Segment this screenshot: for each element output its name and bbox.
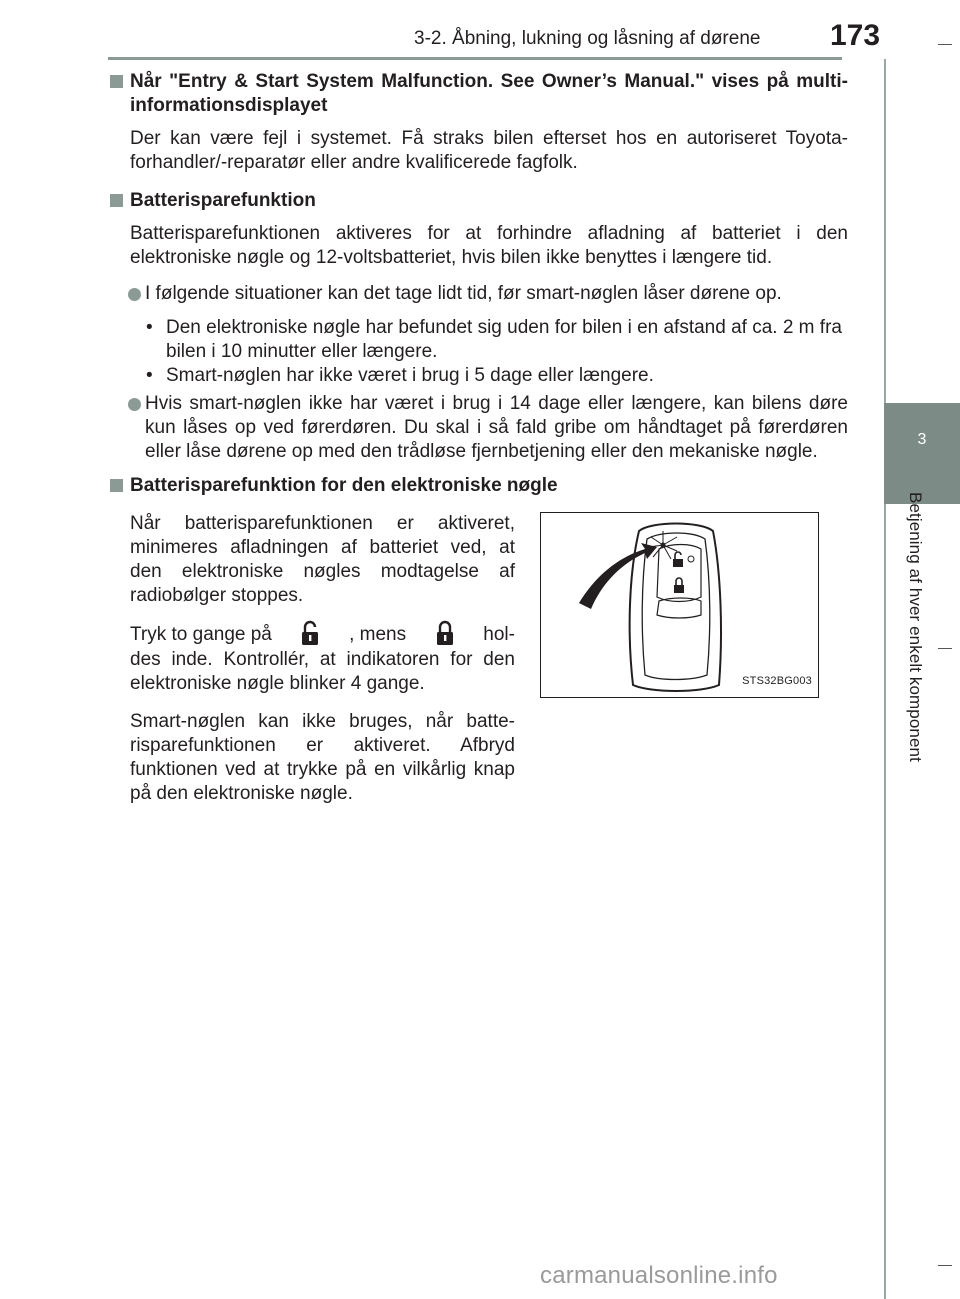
arrow-icon bbox=[579, 543, 657, 609]
circle-bullet-icon bbox=[128, 288, 141, 301]
paragraph-key-battery-3: Smart-nøglen kan ikke bruges, når batte-risparefunktionen er aktiveret. Afbryd funktionen ved at trykke på en vilkårlig knap på den elektroniske nøgle. bbox=[130, 711, 515, 804]
dot-bullet: • bbox=[146, 317, 153, 338]
key-unlock-button bbox=[673, 552, 683, 567]
header-rule bbox=[108, 57, 842, 60]
sub-list-item: • Smart-nøglen har ikke været i brug i 5 dage eller længere. bbox=[146, 365, 654, 386]
list-item: I følgende situationer kan det tage lidt tid, før smart-nøglen låser dørene op. bbox=[108, 282, 848, 306]
key-lock-button bbox=[674, 578, 684, 593]
heading-malfunction: Når "Entry & Start System Malfunction. See Owner’s Manual." vises på multi-informationsdisplayet bbox=[108, 70, 848, 118]
watermark: carmanualsonline.info bbox=[540, 1262, 778, 1289]
circle-bullet-icon bbox=[128, 398, 141, 411]
crop-mark bbox=[938, 648, 952, 649]
heading-key-battery: Batterisparefunktion for den elektroniske nøgle bbox=[108, 474, 848, 498]
dot-bullet: • bbox=[146, 365, 153, 386]
paragraph-malfunction: Der kan være fejl i systemet. Få straks bilen efterset hos en autoriseret Toyota-forhandler/-reparatør eller andre kvalificerede fagfolk. bbox=[130, 128, 848, 173]
key-battery-text bbox=[130, 512, 515, 816]
lock-icon bbox=[436, 620, 454, 646]
page-number: 173 bbox=[830, 19, 881, 52]
header-section-title: 3-2. Åbning, lukning og låsning af dørene bbox=[414, 28, 761, 49]
heading-battery-saving: Batterisparefunktion bbox=[108, 189, 848, 213]
side-rule bbox=[884, 59, 886, 1299]
paragraph-key-battery-1: Når batterisparefunktionen er aktiveret, minimeres afladningen af batteriet ved, at den elektroniske nøgles modtagelse af radiobølger stoppes. bbox=[130, 513, 515, 606]
chapter-number: 3 bbox=[917, 431, 927, 448]
square-bullet-icon bbox=[110, 194, 123, 207]
square-bullet-icon bbox=[110, 75, 123, 88]
list-item: Hvis smart-nøglen ikke har været i brug i 14 dage eller længere, kan bilens døre kun låses op ved førerdøren. Du skal i så fald gribe om håndtaget på førerdøren eller låse dørene op med den trådløse fjernbetjening eller den mekaniske nøgle. bbox=[108, 392, 848, 464]
chapter-tab bbox=[884, 403, 960, 504]
main-content bbox=[108, 70, 848, 832]
square-bullet-icon bbox=[110, 479, 123, 492]
sub-list-item: • Den elektroniske nøgle har befundet sig uden for bilen i en afstand af ca. 2 m fra bilen i 10 minutter eller længere. bbox=[146, 317, 842, 362]
paragraph-key-battery-2: Tryk to gange på , mens hol- des inde. Kontrollér, at indikatoren for den elektroniske nøgle blinker 4 gange. bbox=[130, 622, 515, 696]
crop-mark bbox=[938, 44, 952, 45]
figure-code: STS32BG003 bbox=[742, 675, 812, 687]
key-battery-section bbox=[108, 512, 848, 832]
paragraph-battery-saving: Batterisparefunktionen aktiveres for at forhindre afladning af batteriet i den elektroniske nøgle og 12-voltsbatteriet, hvis bilen ikke benyttes i længere tid. bbox=[130, 223, 848, 268]
unlock-icon bbox=[301, 620, 319, 646]
instruction-line: Tryk to gange på , mens hol- bbox=[130, 622, 515, 648]
crop-mark bbox=[938, 1265, 952, 1266]
smart-key-illustration bbox=[540, 512, 819, 698]
chapter-title: Betjening af hver enkelt komponent bbox=[906, 492, 925, 762]
